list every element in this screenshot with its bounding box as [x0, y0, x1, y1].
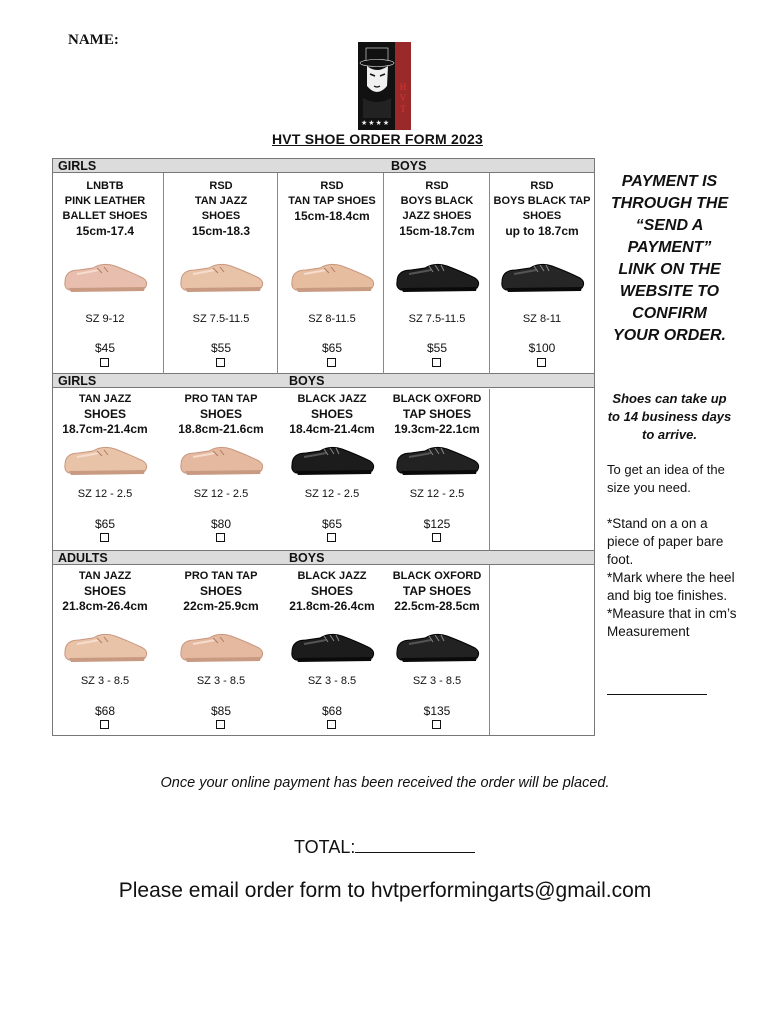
product-description: [377, 569, 497, 614]
shoe-image: [496, 252, 588, 298]
product-line: TAN JAZZ: [194, 195, 248, 207]
section-label-left: GIRLS: [58, 159, 97, 173]
product-line: SHOES: [201, 210, 241, 222]
price: $125: [423, 517, 451, 531]
section-header: [53, 373, 594, 388]
price: $80: [210, 517, 232, 531]
product-description: [161, 392, 281, 437]
size-range: SZ 7.5-11.5: [192, 313, 250, 325]
size-range: SZ 3 - 8.5: [412, 675, 462, 687]
section-label-right: BOYS: [289, 551, 325, 565]
order-checkbox[interactable]: [100, 533, 109, 542]
order-checkbox[interactable]: [100, 358, 109, 367]
product-line: TAP SHOES: [402, 407, 472, 421]
product-description: [272, 569, 392, 614]
product-line: PRO TAN TAP: [184, 393, 258, 405]
product-line: up to 18.7cm: [505, 224, 579, 238]
shoe-image: [59, 435, 151, 481]
shoe-image: [175, 622, 267, 668]
product-line: 18.7cm-21.4cm: [62, 422, 148, 436]
size-range: SZ 8-11: [522, 313, 562, 325]
size-range: SZ 9-12: [85, 313, 125, 325]
product-line: 15cm-17.4: [75, 224, 135, 238]
shoe-image: [286, 252, 378, 298]
order-checkbox[interactable]: [432, 358, 441, 367]
product-line: SHOES: [310, 407, 353, 421]
shoe-image: [175, 435, 267, 481]
price: $55: [426, 341, 448, 355]
product-line: 21.8cm-26.4cm: [62, 599, 148, 613]
total-blank-line[interactable]: [355, 838, 475, 853]
product-line: BLACK OXFORD: [392, 393, 482, 405]
order-checkbox[interactable]: [537, 358, 546, 367]
product-line: SHOES: [199, 407, 242, 421]
product-description: [161, 179, 281, 239]
instruction-step: *Measure that in cm’s Measurement: [607, 606, 737, 639]
measurement-blank-line[interactable]: [607, 694, 707, 695]
sizing-intro: To get an idea of the size you need.: [607, 462, 725, 495]
price: $135: [423, 704, 451, 718]
product-description: [377, 392, 497, 437]
shoe-image: [59, 622, 151, 668]
section-label-right: BOYS: [289, 374, 325, 388]
product-line: BLACK JAZZ: [297, 570, 367, 582]
shoe-image: [286, 435, 378, 481]
email-instruction: Please email order form to hvtperformingarts@gmail.com: [118, 879, 652, 902]
product-line: PRO TAN TAP: [184, 570, 258, 582]
product-line: SHOES: [83, 407, 126, 421]
product-line: TAN TAP SHOES: [288, 195, 376, 207]
product-description: [272, 179, 392, 224]
shoe-image: [391, 252, 483, 298]
order-checkbox[interactable]: [432, 720, 441, 729]
product-line: BLACK OXFORD: [392, 570, 482, 582]
order-checkbox[interactable]: [216, 533, 225, 542]
product-line: RSD: [425, 180, 449, 192]
product-line: 21.8cm-26.4cm: [289, 599, 375, 613]
total-field[interactable]: [294, 837, 475, 858]
instruction-step: *Stand on a on a piece of paper bare foot.: [607, 516, 724, 567]
product-line: RSD: [530, 180, 554, 192]
size-range: SZ 12 - 2.5: [77, 488, 133, 500]
price: $100: [528, 341, 556, 355]
price: $85: [210, 704, 232, 718]
form-title: HVT SHOE ORDER FORM 2023: [272, 131, 483, 147]
shoe-image: [391, 435, 483, 486]
shoe-image: [175, 252, 267, 298]
logo-text: H V T: [399, 82, 407, 114]
product-description: [377, 179, 497, 239]
shoe-image: [286, 622, 378, 668]
order-note: Once your online payment has been received the order will be placed.: [160, 775, 610, 791]
size-range: SZ 12 - 2.5: [304, 488, 360, 500]
order-checkbox[interactable]: [327, 358, 336, 367]
product-line: 15cm-18.4cm: [294, 209, 370, 223]
product-line: 22cm-25.9cm: [183, 599, 259, 613]
product-line: SHOES: [83, 584, 126, 598]
price: $68: [94, 704, 116, 718]
name-label: NAME:: [68, 32, 119, 48]
product-line: TAN JAZZ: [78, 393, 132, 405]
delivery-notice: Shoes can take up to 14 business days to arrive.: [607, 391, 732, 442]
order-checkbox[interactable]: [327, 533, 336, 542]
size-range: SZ 8-11.5: [308, 313, 356, 325]
payment-notice: PAYMENT IS THROUGH THE “SEND A PAYMENT” LINK ON THE WEBSITE TO CONFIRM YOUR ORDER.: [610, 173, 729, 344]
shoe-image: [391, 252, 483, 303]
product-line: RSD: [209, 180, 233, 192]
product-line: BLACK JAZZ: [297, 393, 367, 405]
shoe-image: [391, 622, 483, 673]
price: $65: [321, 341, 343, 355]
product-line: JAZZ SHOES: [402, 210, 472, 222]
product-line: PINK LEATHER: [64, 195, 146, 207]
price: $68: [321, 704, 343, 718]
shoe-image: [391, 435, 483, 481]
size-range: SZ 7.5-11.5: [408, 313, 466, 325]
product-line: SHOES: [310, 584, 353, 598]
shoe-image: [175, 622, 267, 673]
product-line: 15cm-18.3: [191, 224, 251, 238]
product-description: [45, 392, 165, 437]
shoe-image: [286, 622, 378, 673]
sizing-instructions: [607, 515, 737, 641]
product-description: [482, 179, 602, 239]
price: $65: [94, 517, 116, 531]
shoe-image: [59, 252, 151, 303]
size-range: SZ 3 - 8.5: [80, 675, 130, 687]
shoe-image: [59, 435, 151, 486]
product-line: TAN JAZZ: [78, 570, 132, 582]
section-label-left: ADULTS: [58, 551, 108, 565]
section-header: [53, 158, 594, 173]
section-header: [53, 550, 594, 565]
product-line: TAP SHOES: [402, 584, 472, 598]
order-checkbox[interactable]: [327, 720, 336, 729]
product-line: 18.4cm-21.4cm: [289, 422, 375, 436]
product-line: 22.5cm-28.5cm: [394, 599, 480, 613]
order-checkbox[interactable]: [216, 358, 225, 367]
price: $55: [210, 341, 232, 355]
total-label: TOTAL:: [294, 837, 356, 857]
section-label-right: BOYS: [391, 159, 427, 173]
product-line: BOYS BLACK TAP: [493, 195, 591, 207]
order-checkbox[interactable]: [100, 720, 109, 729]
product-line: BALLET SHOES: [62, 210, 148, 222]
shoe-image: [59, 622, 151, 673]
product-line: RSD: [320, 180, 344, 192]
product-description: [161, 569, 281, 614]
section-label-left: GIRLS: [58, 374, 97, 388]
product-line: LNBTB: [86, 180, 124, 192]
size-range: SZ 3 - 8.5: [307, 675, 357, 687]
product-description: [272, 392, 392, 437]
product-line: BOYS BLACK: [400, 195, 474, 207]
shoe-image: [391, 622, 483, 668]
shoe-image: [59, 252, 151, 298]
product-description: [45, 179, 165, 239]
size-range: SZ 12 - 2.5: [409, 488, 465, 500]
shoe-image: [286, 252, 378, 303]
product-line: 18.8cm-21.6cm: [178, 422, 264, 436]
price: $45: [94, 341, 116, 355]
price: $65: [321, 517, 343, 531]
product-line: 15cm-18.7cm: [399, 224, 475, 238]
shoe-image: [175, 252, 267, 303]
product-line: 19.3cm-22.1cm: [394, 422, 480, 436]
product-line: SHOES: [199, 584, 242, 598]
order-checkbox[interactable]: [432, 533, 441, 542]
size-range: SZ 12 - 2.5: [193, 488, 249, 500]
product-description: [45, 569, 165, 614]
shoe-image: [496, 252, 588, 303]
hvt-logo: H V T ★★★★: [358, 42, 411, 130]
shoe-image: [286, 435, 378, 486]
order-checkbox[interactable]: [216, 720, 225, 729]
shoe-image: [175, 435, 267, 486]
product-line: SHOES: [522, 210, 562, 222]
size-range: SZ 3 - 8.5: [196, 675, 246, 687]
instruction-step: *Mark where the heel and big toe finishes.: [607, 570, 735, 603]
